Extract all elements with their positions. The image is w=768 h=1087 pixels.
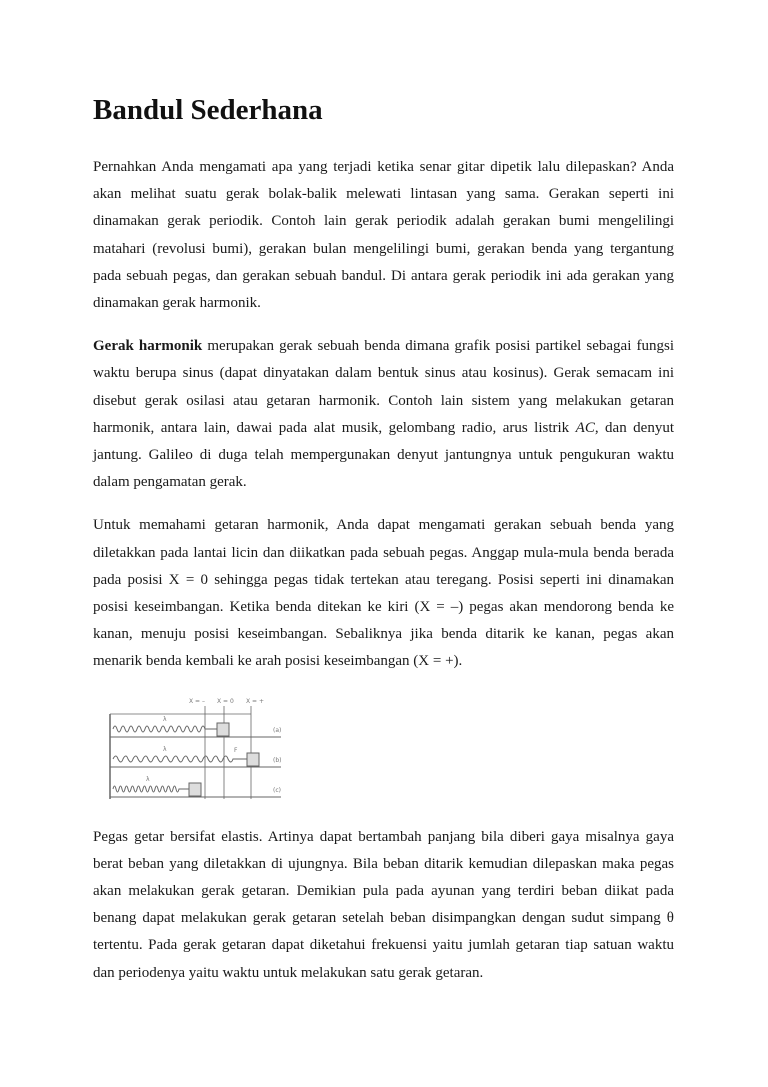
figure-spring-label: λ bbox=[163, 715, 167, 723]
figure-label-x-zero: X = 0 bbox=[217, 697, 234, 705]
italic-term: AC bbox=[575, 419, 595, 436]
page-title: Bandul Sederhana bbox=[93, 94, 323, 126]
figure-spring-label: λ bbox=[146, 775, 150, 783]
figure-force-label: F bbox=[234, 746, 238, 754]
paragraph-spring: Untuk memahami getaran harmonik, Anda dapat mengamati gerakan sebuah benda yang diletakkan pada lantai licin dan diikatkan pada sebuah pegas. Anggap mula-mula benda berada pada posisi X = 0 sehingga pegas tidak tertekan atau teregang. Posisi seperti ini dinamakan posisi keseimbangan. Ketika benda ditekan ke kiri (X = –) pegas akan mendorong benda ke kanan, menuju posisi keseimbangan. Sebaliknya jika benda ditarik ke kanan, pegas akan menarik benda kembali ke arah posisi keseimbangan (X = +). bbox=[93, 517, 674, 670]
paragraph-text: , dan denyut jantung. Galileo di duga telah mempergunakan denyut jantungnya untuk pengukuran waktu dalam pengamatan gerak. bbox=[93, 419, 674, 491]
spring-diagram bbox=[101, 692, 291, 804]
paragraph-intro: Pernahkan Anda mengamati apa yang terjadi ketika senar gitar dipetik lalu dilepaskan? Anda akan melihat suatu gerak bolak-balik melewati lintasan yang sama. Gerakan seperti ini dinamakan gerak periodik. Contoh lain gerak periodik adalah gerakan bumi mengelilingi matahari (revolusi bumi), gerakan bulan mengelilingi bumi, gerakan benda yang tergantung pada sebuah pegas, dan gerakan sebuah bandul. Di antara gerak periodik ini ada gerakan yang dinamakan gerak harmonik. bbox=[93, 159, 674, 312]
bold-term: Gerak harmonik bbox=[93, 338, 203, 355]
figure-spring-label: λ bbox=[163, 745, 167, 753]
figure-label-x-negative: X = – bbox=[189, 697, 205, 705]
paragraph-text: merupakan gerak sebuah benda dimana grafik posisi partikel sebagai fungsi waktu berupa sinus (dapat dinyatakan dalam bentuk sinus atau kosinus). Gerak semacam ini disebut gerak osilasi atau getaran harmonik. Contoh lain sistem yang melakukan getaran harmonik, antara lain, dawai pada alat musik, gelombang radio, arus listrik bbox=[93, 338, 674, 436]
paragraph-elastic: Pegas getar bersifat elastis. Artinya dapat bertambah panjang bila diberi gaya misalnya gaya berat beban yang diletakkan di ujungnya. Bila beban ditarik kemudian dilepaskan maka pegas akan melakukan gerak getaran. Demikian pula pada ayunan yang terdiri beban diikat pada benang dapat melakukan gerak getaran setelah beban disimpangkan dengan sudut simpang θ tertentu. Pada gerak getaran dapat diketahui frekuensi yaitu jumlah getaran tiap satuan waktu dan periodenya yaitu waktu untuk melakukan satu gerak getaran. bbox=[93, 828, 674, 981]
paragraph-harmonic bbox=[93, 333, 674, 496]
figure-row-label-c: (c) bbox=[273, 786, 281, 794]
figure-label-x-positive: X = + bbox=[246, 697, 264, 705]
figure-row-label-a: (a) bbox=[273, 726, 282, 734]
figure-row-label-b: (b) bbox=[273, 756, 282, 764]
